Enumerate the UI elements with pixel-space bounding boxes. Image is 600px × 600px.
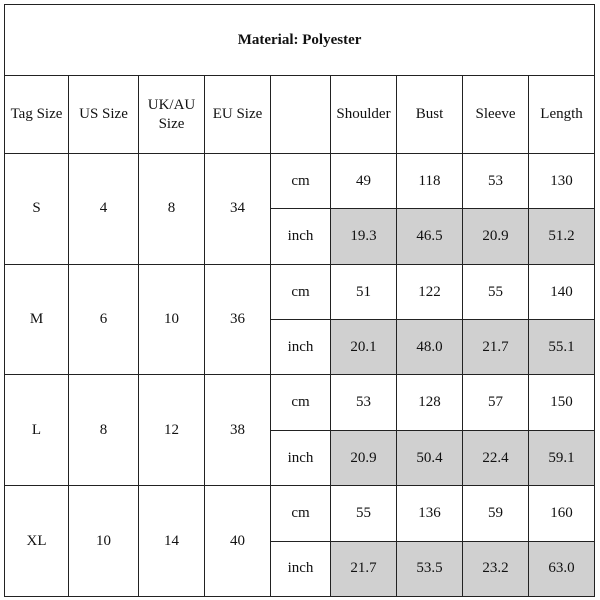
sleeve-cell: 23.2 xyxy=(463,541,529,597)
sleeve-cell: 22.4 xyxy=(463,430,529,485)
uk-au-size-cell: 10 xyxy=(139,264,205,375)
shoulder-cell: 21.7 xyxy=(331,541,397,597)
sleeve-cell: 21.7 xyxy=(463,320,529,375)
bust-cell: 128 xyxy=(397,375,463,430)
sleeve-cell: 59 xyxy=(463,486,529,541)
us-size-cell: 6 xyxy=(69,264,139,375)
length-cell: 160 xyxy=(529,486,595,541)
sleeve-cell: 53 xyxy=(463,153,529,208)
shoulder-cell: 53 xyxy=(331,375,397,430)
length-cell: 59.1 xyxy=(529,430,595,485)
us-size-cell: 10 xyxy=(69,486,139,597)
tag-size-cell: M xyxy=(5,264,69,375)
unit-cell: cm xyxy=(271,486,331,541)
unit-cell: inch xyxy=(271,541,331,597)
header-row xyxy=(5,76,595,154)
eu-size-cell: 36 xyxy=(205,264,271,375)
bust-cell: 48.0 xyxy=(397,320,463,375)
sleeve-cell: 55 xyxy=(463,264,529,319)
unit-cell: inch xyxy=(271,209,331,264)
sleeve-cell: 57 xyxy=(463,375,529,430)
header-length: Length xyxy=(529,76,595,154)
shoulder-cell: 20.9 xyxy=(331,430,397,485)
shoulder-cell: 55 xyxy=(331,486,397,541)
length-cell: 140 xyxy=(529,264,595,319)
tag-size-cell: S xyxy=(5,153,69,264)
tag-size-cell: L xyxy=(5,375,69,486)
length-cell: 150 xyxy=(529,375,595,430)
unit-cell: cm xyxy=(271,375,331,430)
shoulder-cell: 20.1 xyxy=(331,320,397,375)
bust-cell: 118 xyxy=(397,153,463,208)
header-uk-au-size-line1: UK/AU xyxy=(147,96,196,113)
bust-cell: 50.4 xyxy=(397,430,463,485)
table-row xyxy=(5,375,595,430)
header-sleeve: Sleeve xyxy=(463,76,529,154)
us-size-cell: 4 xyxy=(69,153,139,264)
table-row xyxy=(5,264,595,319)
shoulder-cell: 51 xyxy=(331,264,397,319)
table-row xyxy=(5,153,595,208)
tag-size-cell: XL xyxy=(5,486,69,597)
us-size-cell: 8 xyxy=(69,375,139,486)
shoulder-cell: 19.3 xyxy=(331,209,397,264)
length-cell: 51.2 xyxy=(529,209,595,264)
header-tag-size: Tag Size xyxy=(5,76,69,154)
length-cell: 130 xyxy=(529,153,595,208)
bust-cell: 136 xyxy=(397,486,463,541)
uk-au-size-cell: 12 xyxy=(139,375,205,486)
length-cell: 63.0 xyxy=(529,541,595,597)
eu-size-cell: 40 xyxy=(205,486,271,597)
header-unit xyxy=(271,76,331,154)
eu-size-cell: 34 xyxy=(205,153,271,264)
bust-cell: 46.5 xyxy=(397,209,463,264)
unit-cell: inch xyxy=(271,320,331,375)
unit-cell: cm xyxy=(271,153,331,208)
sleeve-cell: 20.9 xyxy=(463,209,529,264)
header-eu-size: EU Size xyxy=(205,76,271,154)
header-us-size: US Size xyxy=(69,76,139,154)
header-uk-au-size xyxy=(139,76,205,154)
length-cell: 55.1 xyxy=(529,320,595,375)
table-row xyxy=(5,486,595,541)
bust-cell: 53.5 xyxy=(397,541,463,597)
shoulder-cell: 49 xyxy=(331,153,397,208)
uk-au-size-cell: 8 xyxy=(139,153,205,264)
header-uk-au-size-line2: Size xyxy=(158,115,185,132)
header-bust: Bust xyxy=(397,76,463,154)
eu-size-cell: 38 xyxy=(205,375,271,486)
bust-cell: 122 xyxy=(397,264,463,319)
header-shoulder: Shoulder xyxy=(331,76,397,154)
material-title: Material: Polyester xyxy=(5,5,595,76)
unit-cell: cm xyxy=(271,264,331,319)
uk-au-size-cell: 14 xyxy=(139,486,205,597)
unit-cell: inch xyxy=(271,430,331,485)
size-chart-table xyxy=(4,4,595,597)
